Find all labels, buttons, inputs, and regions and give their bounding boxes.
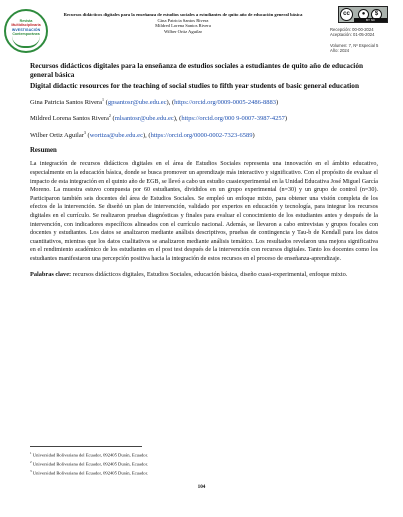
author-entry: Mildred Lorena Santos Rivera$^2$ (mlsantosr@ube.edu.ec), (https://orcid.org/000 9-0007-3987-4257) [30,113,288,123]
keywords-label: Palabras clave: [30,270,72,278]
author-orcid-link[interactable]: https://orcid.org/000 9-0007-3987-4257 [181,115,285,123]
author-name: Wilber Ortiz Aguilar [30,132,84,140]
author-affiliation-mark: 1 [102,96,105,102]
running-author-2: Mildred Lorena Santos Rivera [155,23,211,29]
footnote-mark: 3 [30,468,32,473]
footnote [30,468,330,477]
running-header [56,12,310,34]
keywords [30,271,378,280]
journal-logo [4,9,48,53]
author-entry: Gina Patricia Santos Rivera$^1$ (gpsantosr@ube.edu.ec), (https://orcid.org/0009-0005-2486-8883) [30,96,279,106]
abstract-text: La integración de recursos didácticos digitales en el área de Estudios Sociales representa una innovación en el ámbito educativo, especialmente en la educación básica, donde se busca promover un aprendizaje más interactivo y significativo. Con el propósito de evaluar el impacto de esta integración en el quinto año de EGB, se llevó a cabo un estudio cuasiexperimental en la Unidad Educativa José Miguel García Moreno. La muestra estuvo compuesta por 60 estudiantes, divididos en un grupo experimental (n=30) y un grupo de control (n=30). Participaron también seis docentes del área de Estudios Sociales. Se empleó un enfoque mixto, para obtener una visión completa de los efectos de la intervención. Se diseñó un plan de intervención, validado por expertos en educación y tecnología, para integrar los recursos digitales en el currículo. Se realizaron pruebas diagnósticas y finales para evaluar el conocimiento de los estudiantes antes y después de la intervención, con indicadores específicos alineados con el currículo nacional. Además, se llevaron a cabo entrevistas y grupos focales con docentes y estudiantes. Los datos se analizaron mediante análisis descriptivos, pruebas de contingencia y Tau-b de Kendall para los datos cuantitativos, mientras que los datos cualitativos se analizaron mediante análisis temático. Los resultados revelaron una mejora significativa en el rendimiento académico de los estudiantes en el post test después de la intervención con recursos digitales. Tanto los docentes como los estudiantes manifestaron una percepción positiva hacia la integración de estos recursos en el proceso de enseñanza-aprendizaje. [30,161,378,262]
author-affiliation-mark: 3 [83,129,86,135]
author-email-link[interactable]: wortiza@ube.edu.ec [89,132,143,140]
author-name: Mildred Lorena Santos Rivera [30,115,109,123]
cc-icon: cc [340,8,353,21]
footnote-text: Universidad Bolivariana del Ecuador, 092405 Durán, Ecuador. [32,461,149,467]
abstract-heading: Resumen [30,147,57,155]
author-email-link[interactable]: mlsantosr@ube.edu.ec [114,115,174,123]
volume-number: Volumen: 7, Nº Especial 5 [330,43,379,48]
footnote-mark: 1 [30,451,32,455]
year: Año: 2024 [330,48,350,54]
running-author-1: Gina Patricia Santos Rivera [157,17,209,23]
footnote [30,450,330,459]
keywords-text: recursos didácticos digitales, Estudios Sociales, educación básica, diseño cuasi-experimental, enfoque mixto. [72,270,348,278]
article-title-es: Recursos didácticos digitales para la enseñanza de estudios sociales a estudiantes de quito año de educación general básica [30,61,364,79]
page-number: 104 [197,484,206,490]
footnote-text: Universidad Bolivariana del Ecuador, 092405 Durán, Ecuador. [32,470,149,476]
journal-logo-text [6,19,46,37]
logo-line-3: INVESTIGACIÓN [11,27,41,32]
author-affiliation-mark: 2 [108,113,111,119]
footnote-text: Universidad Bolivariana del Ecuador, 092405 Durán, Ecuador. [32,452,149,458]
author-entry: Wilber Ortiz Aguilar$^3$ (wortiza@ube.edu.ec), (https://orcid.org/0000-0002-7323-6589) [30,129,255,140]
author-orcid-link[interactable]: https://orcid.org/0009-0005-2486-8883 [174,98,277,106]
footnote [30,459,330,468]
footnotes [30,450,330,477]
logo-line-1: Revista [19,19,33,23]
author-name: Gina Patricia Santos Rivera [30,98,103,106]
author-email-link[interactable]: gpsantosr@ube.edu.ec [107,98,167,106]
nc-icon: $ [371,9,382,20]
received-date: Recepción: 00-00-2024 [330,27,374,32]
logo-line-4: Contemporánea [12,32,40,37]
author-orcid-link[interactable]: https://orcid.org/0000-0002-7323-6589 [150,132,253,140]
volume-info [330,43,400,53]
footnote-divider [30,446,142,447]
footnote-mark: 2 [30,459,32,464]
publication-dates [330,27,400,37]
article-title-en: Digital didactic resources for the teaching of social studies to fifth year students of basic general education [30,81,360,91]
running-author-3: Wilber Ortiz Aguilar [163,28,203,34]
cc-license-badge[interactable] [338,6,388,23]
logo-line-2: Multidisciplinaria [11,23,41,28]
license-bar: BY NC [354,18,387,22]
logo-arc [12,36,40,48]
accepted-date: Aceptación: 01-05-2024 [330,32,375,38]
running-title: Recursos didácticos digitales para la enseñanza de estudios sociales a estudiantes de quito año de educación general básica [63,12,303,17]
article-body [30,62,378,279]
by-icon: ● [358,9,369,20]
